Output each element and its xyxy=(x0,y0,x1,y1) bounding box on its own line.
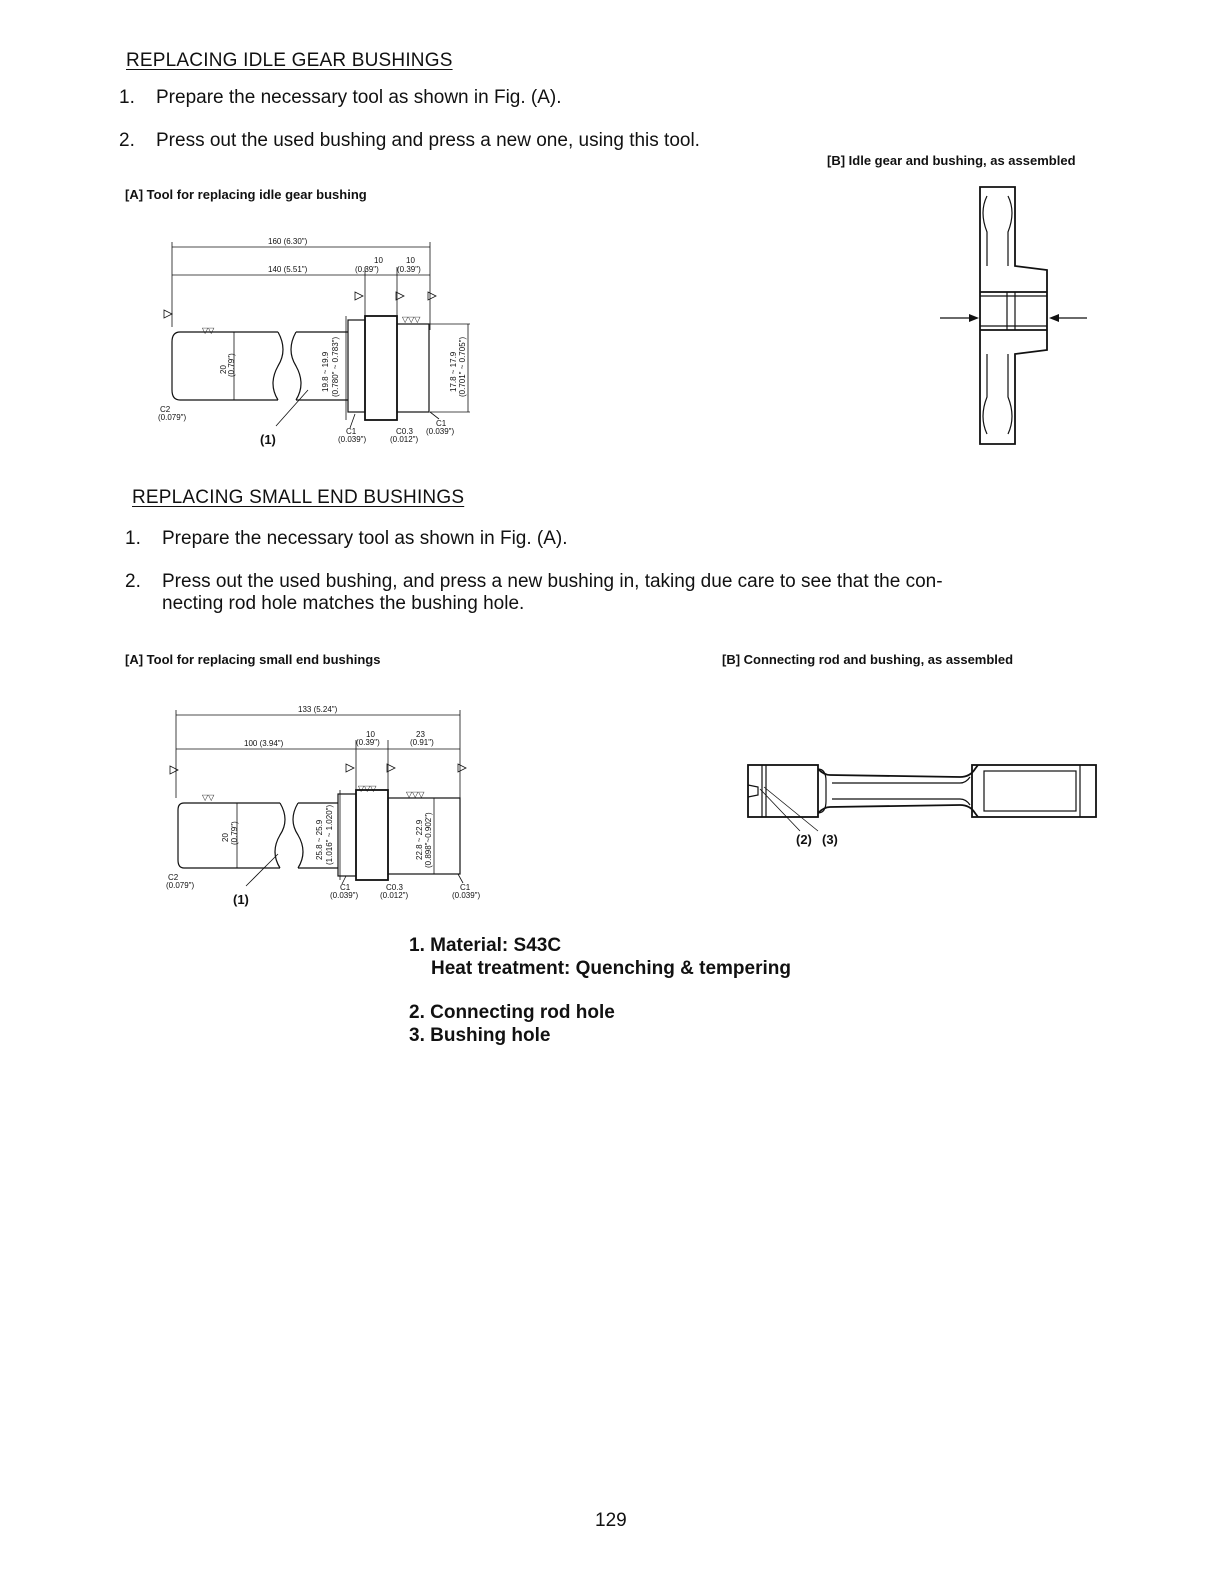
chamfer-c1r-in: (0.039") xyxy=(452,891,481,900)
step-1-idle-gear xyxy=(119,87,1019,109)
chamfer-c1: C1 xyxy=(346,427,357,436)
dim-step2-bottom: (0.39") xyxy=(397,265,421,274)
figure-caption-conrod-assembled: [B] Connecting rod and bushing, as assembled xyxy=(722,652,1014,667)
dim-head-dia-a: 22.8 ~ 22.9 xyxy=(415,819,424,860)
step-2-idle-gear xyxy=(119,130,1019,152)
note-connecting-rod-hole: 2. Connecting rod hole xyxy=(409,1002,615,1023)
note-heat-treatment: Heat treatment: Quenching & tempering xyxy=(431,958,791,979)
dim-head-dia-a: 17.8 ~ 17.9 xyxy=(449,351,458,392)
chamfer-c2-in: (0.079") xyxy=(158,413,187,422)
dim-step1-top: 10 xyxy=(366,730,375,739)
step-text: Press out the used bushing and press a new one, using this tool. xyxy=(156,130,700,151)
chamfer-c2: C2 xyxy=(168,873,179,882)
figure-caption-idle-gear-assembled: [B] Idle gear and bushing, as assembled xyxy=(827,153,1076,168)
callout-1: (1) xyxy=(260,432,276,447)
dim-pilot-dia-a: 19.8 ~ 19.9 xyxy=(321,351,330,392)
note-material: 1. Material: S43C xyxy=(409,935,562,956)
chamfer-c1r-in: (0.039") xyxy=(426,427,455,436)
figure-caption-idle-gear-tool: [A] Tool for replacing idle gear bushing xyxy=(125,187,367,202)
chamfer-c03: C0.3 xyxy=(386,883,403,892)
step-number: 2. xyxy=(125,571,141,592)
step-text: Press out the used bushing, and press a new bushing in, taking due care to see that the con- xyxy=(162,571,943,592)
dim-step2-top: 23 xyxy=(416,730,425,739)
figure-caption-small-end-tool: [A] Tool for replacing small end bushings xyxy=(125,652,381,667)
dim-step1-top: 10 xyxy=(374,256,383,265)
idle-gear-tool-drawing xyxy=(150,232,490,452)
step-1-small-end xyxy=(125,528,1025,550)
dim-overall: 133 (5.24") xyxy=(298,705,338,714)
dim-step2-top: 10 xyxy=(406,256,415,265)
callout-3: (3) xyxy=(822,832,838,847)
svg-text:▽▽▽: ▽▽▽ xyxy=(406,790,425,799)
step-text: Prepare the necessary tool as shown in Fig. (A). xyxy=(156,87,562,108)
chamfer-c1-in: (0.039") xyxy=(330,891,359,900)
dim-length: 140 (5.51") xyxy=(268,265,308,274)
svg-text:▽▽: ▽▽ xyxy=(202,793,215,802)
idle-gear-assembled-drawing xyxy=(935,182,1095,452)
chamfer-c2: C2 xyxy=(160,405,171,414)
dim-overall: 160 (6.30") xyxy=(268,237,308,246)
svg-text:▽▽: ▽▽ xyxy=(202,326,215,335)
dim-length: 100 (3.94") xyxy=(244,739,284,748)
note-bushing-hole: 3. Bushing hole xyxy=(409,1025,551,1046)
callout-1: (1) xyxy=(233,892,249,907)
chamfer-c2-in: (0.079") xyxy=(166,881,195,890)
chamfer-c1: C1 xyxy=(340,883,351,892)
chamfer-c1r: C1 xyxy=(436,419,447,428)
dim-shaft-dia-b: (0.79") xyxy=(227,353,236,377)
dim-step1-bottom: (0.39") xyxy=(355,265,379,274)
step-number: 1. xyxy=(119,87,135,108)
dim-shaft-dia-b: (0.79") xyxy=(230,821,239,845)
dim-step1-bottom: (0.39") xyxy=(356,738,380,747)
conrod-assembled-drawing xyxy=(740,755,1110,855)
chamfer-c1r: C1 xyxy=(460,883,471,892)
dim-pilot-dia-a: 25.8 ~ 25.9 xyxy=(315,819,324,860)
callout-2: (2) xyxy=(796,832,812,847)
dim-shaft-dia-a: 20 xyxy=(221,833,230,842)
page-number: 129 xyxy=(595,1510,627,1531)
step-text: Prepare the necessary tool as shown in Fig. (A). xyxy=(162,528,568,549)
step-text-continued: necting rod hole matches the bushing hole. xyxy=(162,593,525,614)
dim-pilot-dia-b: (1.016" ~ 1.020") xyxy=(325,804,334,865)
chamfer-c1-in: (0.039") xyxy=(338,435,367,444)
dim-step2-bottom: (0.91") xyxy=(410,738,434,747)
dim-head-dia-b: (0.898"~0.902") xyxy=(424,812,433,868)
step-2-small-end xyxy=(125,571,1045,615)
svg-text:▽▽▽: ▽▽▽ xyxy=(358,784,377,793)
step-number: 1. xyxy=(125,528,141,549)
dim-head-dia-b: (0.701" ~ 0.705") xyxy=(458,336,467,397)
chamfer-c03-in: (0.012") xyxy=(380,891,409,900)
chamfer-c03: C0.3 xyxy=(396,427,413,436)
chamfer-c03-in: (0.012") xyxy=(390,435,419,444)
dim-shaft-dia-a: 20 xyxy=(219,365,228,374)
dim-pilot-dia-b: (0.780" ~ 0.783") xyxy=(331,336,340,397)
section-title-idle-gear: REPLACING IDLE GEAR BUSHINGS xyxy=(126,50,453,71)
step-number: 2. xyxy=(119,130,135,151)
small-end-tool-drawing xyxy=(160,700,500,920)
section-title-small-end: REPLACING SMALL END BUSHINGS xyxy=(132,487,465,508)
svg-text:▽▽▽: ▽▽▽ xyxy=(402,315,421,324)
